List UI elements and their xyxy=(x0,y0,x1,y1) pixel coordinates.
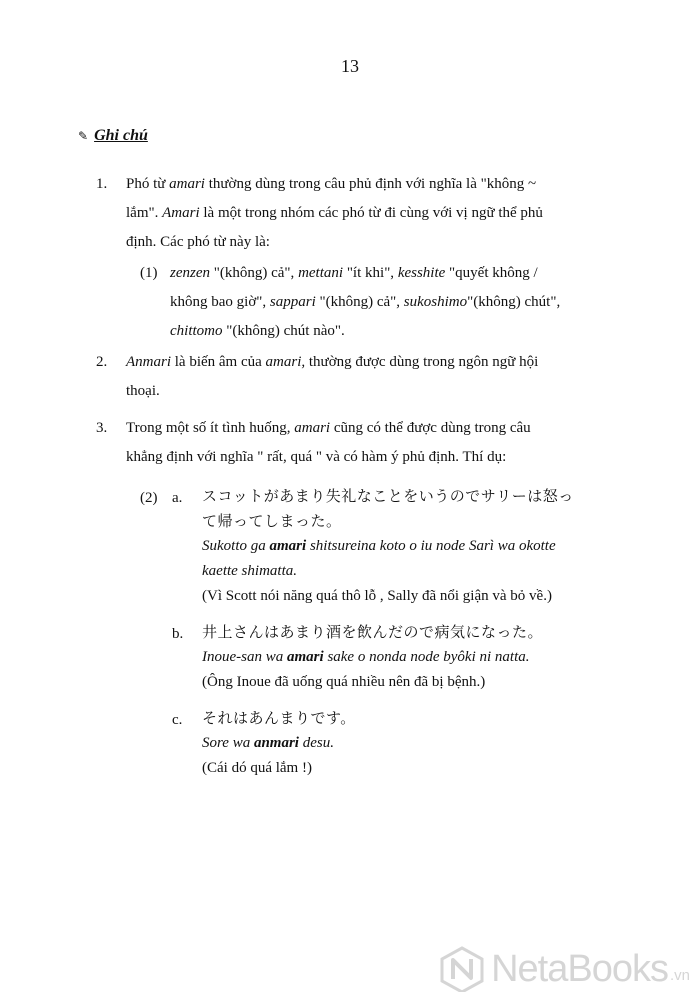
japanese-sentence: 井上さんはあまり酒を飲んだので病気になった。 xyxy=(202,623,544,641)
japanese-sentence: それはあんまりです。 xyxy=(202,709,356,727)
translation-line: (Cái dó quá lắm !) xyxy=(202,760,312,776)
section-title: Ghi chú xyxy=(94,127,148,144)
romaji-line: Inoue-san wa amari sake o nonda node byôki ni natta. xyxy=(202,649,530,665)
romaji-line: kaette shimatta. xyxy=(202,563,297,579)
example-group-label: (2) xyxy=(140,490,158,506)
pen-bullet-icon: ✎ xyxy=(78,129,89,143)
note-line: thoại. xyxy=(126,383,160,399)
netabooks-logo-icon xyxy=(439,946,485,992)
adverb-line: chittomo "(không) chút nào". xyxy=(170,323,345,339)
example-label: c. xyxy=(172,712,183,728)
note-line: khẳng định với nghĩa " rất, quá " và có hàm ý phủ định. Thí dụ: xyxy=(126,449,507,465)
adverb-line: không bao giờ", sappari "(không) cả", sukoshimo"(không) chút", xyxy=(170,294,561,310)
watermark-text: NetaBooks xyxy=(491,947,668,990)
sub-item-label: (1) xyxy=(140,265,158,281)
adverb-line: zenzen "(không) cả", mettani "ít khi", kesshite "quyết không / xyxy=(170,265,538,281)
page-number: 13 xyxy=(341,56,359,76)
note-line: Phó từ amari thường dùng trong câu phủ định với nghĩa là "không ~ xyxy=(126,176,537,192)
note-line: Anmari là biến âm của amari, thường được dùng trong ngôn ngữ hội xyxy=(126,354,539,370)
example-label: b. xyxy=(172,626,184,642)
note-line: định. Các phó từ này là: xyxy=(126,234,270,250)
watermark xyxy=(439,946,690,992)
note-number: 1. xyxy=(96,176,108,192)
romaji-line: Sore wa anmari desu. xyxy=(202,735,334,751)
watermark-suffix: .vn xyxy=(669,967,690,984)
note-number: 3. xyxy=(96,420,108,436)
note-number: 2. xyxy=(96,354,108,370)
translation-line: (Ông Inoue đã uống quá nhiều nên đã bị bệnh.) xyxy=(202,674,486,690)
section-heading xyxy=(78,127,148,145)
romaji-line: Sukotto ga amari shitsureina koto o iu node Sarì wa okotte xyxy=(202,538,556,554)
japanese-sentence: て帰ってしまった。 xyxy=(202,512,342,530)
japanese-sentence: スコットがあまり失礼なことをいうのでサリーは怒っ xyxy=(202,487,574,505)
note-line: lắm". Amari là một trong nhóm các phó từ đi cùng với vị ngữ thể phủ xyxy=(126,205,543,221)
note-line: Trong một số ít tình huống, amari cũng có thể được dùng trong câu xyxy=(126,420,531,436)
example-label: a. xyxy=(172,490,183,506)
translation-line: (Vì Scott nói năng quá thô lỗ , Sally đã nổi giận và bỏ về.) xyxy=(202,588,552,604)
